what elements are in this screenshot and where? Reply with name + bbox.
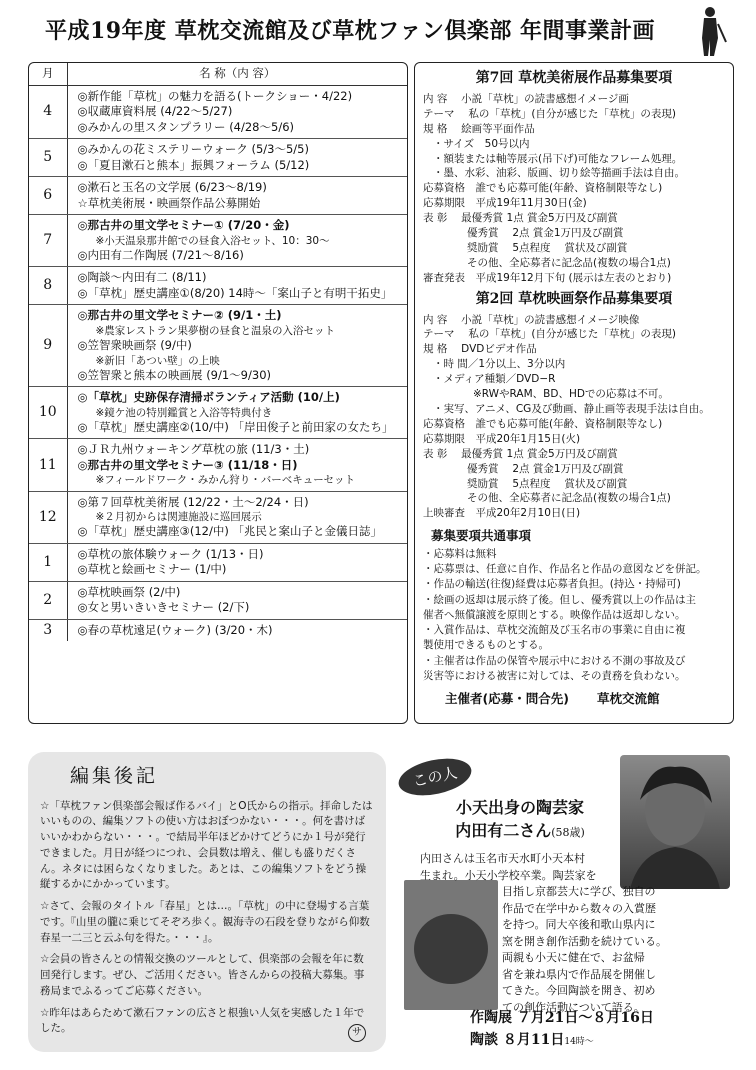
- person-title: [430, 796, 610, 842]
- art-exhibition-heading: 第7回 草枕美術展作品募集要項: [475, 70, 673, 86]
- organizer-name: 草枕交流館: [596, 690, 660, 706]
- month-cell: 2: [29, 581, 67, 619]
- walking-man-icon: [690, 4, 730, 58]
- film-festival-heading: 第2回 草枕映画祭作品募集要項: [475, 290, 673, 307]
- text-line: ・時 間／1分以上、3分以内: [433, 358, 566, 371]
- text-line: その他、全応募者に記念品(複数の場合1点): [467, 492, 671, 505]
- film-festival-details: [423, 313, 725, 522]
- column-header-content: 名 称（内 容）: [67, 63, 407, 85]
- event-line: ※小天温泉那井館での昼食入浴セット、10：30〜: [95, 234, 330, 247]
- editor-signature: サ: [348, 1024, 366, 1042]
- event-line: ◎草枕と絵画セミナー (1/中): [77, 562, 227, 577]
- table-row: [29, 139, 407, 177]
- bio-line: 生まれ。小天小学校卒業。陶芸家を: [420, 868, 597, 882]
- bio-line: 内田さんは玉名市天水町小天本村: [420, 852, 585, 865]
- table-row: [29, 305, 407, 387]
- event-line: ◎みかんの里スタンプラリー (4/28〜5/6): [77, 119, 294, 134]
- bio-line: ての創作活動について語る。: [502, 1000, 645, 1014]
- event-line: ※鏡ケ池の特別鑑賞と入浴等特典付き: [95, 406, 273, 419]
- table-row: [29, 177, 407, 215]
- organizer-line: [423, 690, 725, 708]
- event-line: ◎「草枕」歴史講座①(8/20) 14時〜「案山子と有明干拓史」: [77, 285, 393, 300]
- month-cell: 5: [29, 139, 67, 177]
- event-line: ◎ＪＲ九州ウォーキング草枕の旅 (11/3・土): [77, 442, 310, 457]
- text-line: ・メディア種類／DVD−R: [433, 373, 556, 386]
- month-cell: 1: [29, 543, 67, 581]
- text-line: 製使用できるものとする。: [423, 639, 549, 652]
- event-line: ◎「夏目漱石と熊本」振興フォーラム (5/12): [77, 157, 310, 172]
- text-line: 災害等における被害に対しては、その責務を負わない。: [423, 669, 686, 682]
- event-line: ◎笠智衆と熊本の映画展 (9/1〜9/30): [77, 367, 271, 382]
- bio-line: 両親も小天に健在で、お盆帰: [502, 951, 645, 964]
- table-row: [29, 619, 407, 641]
- text-line: 表 彰 最優秀賞 1点 賞金5万円及び副賞: [423, 447, 618, 460]
- event-line: ◎草枕の旅体験ウォーク (1/13・日): [77, 546, 264, 561]
- text-line: 表 彰 最優秀賞 1点 賞金5万円及び副賞: [423, 212, 618, 225]
- talk-date: 陶談 ８月11日: [470, 1031, 565, 1048]
- event-line: ※フィールドワーク・みかん狩り・バーベキューセット: [95, 474, 356, 487]
- event-line: ◎那古井の里文学セミナー② (9/1・土): [77, 308, 282, 323]
- organizer-label: 主催者(応募・問合先): [445, 690, 569, 706]
- event-line: ◎収蔵庫資料展 (4/22〜5/27): [77, 104, 233, 119]
- text-line: 規 格 絵画等平面作品: [423, 122, 535, 135]
- table-row: [29, 581, 407, 619]
- text-line: ・応募料は無料: [423, 547, 497, 560]
- event-line: ◎新作能「草枕」の魅力を語る(トークショー・4/22): [77, 88, 353, 103]
- event-line: ◎漱石と玉名の文学展 (6/23〜8/19): [77, 180, 267, 195]
- person-badge: この人: [395, 753, 474, 802]
- event-line: ◎第７回草枕美術展 (12/22・土〜2/24・日): [77, 494, 309, 509]
- text-line: ※RWやRAM、BD、HDでの応募は不可。: [473, 388, 669, 401]
- table-row: [29, 387, 407, 439]
- text-line: テーマ 私の「草枕」(自分が感じた「草枕」の表現): [423, 328, 677, 341]
- editorial-paragraph: ☆「草枕ファン倶楽部会報ば作るバイ」とO氏からの指示。拝命したはいいものの、編集ソフトの使い方はおぼつかない・・・。何を書けばいいかわからない・・・。で結局半年ほどかけてどうにか１号が発行できました。月日が経つにつれ、会員数は増え、催しも盛りだくさん。ネタには困らなくなりました。あとは、この編集ソフトをどう操縦するかにかかっています。: [40, 799, 373, 891]
- event-line: ※２月初からは関連施設に巡回展示: [95, 511, 262, 524]
- text-line: 上映審査 平成20年2月10日(日): [423, 507, 581, 520]
- month-cell: 8: [29, 267, 67, 305]
- person-biography: [420, 851, 730, 1016]
- text-line: ・応募票は、任意に自作、作品名と作品の意図などを併記。: [423, 563, 707, 576]
- event-cell: [67, 177, 407, 215]
- text-line: ・絵画の返却は展示終了後。但し、優秀賞以上の作品は主: [423, 593, 696, 606]
- text-line: 応募期限 平成20年1月15日(火): [423, 432, 581, 445]
- editorial-box: [28, 752, 386, 1052]
- month-cell: 12: [29, 491, 67, 543]
- table-row: [29, 215, 407, 267]
- month-cell: 6: [29, 177, 67, 215]
- person-subtitle: 小天出身の陶芸家: [455, 798, 584, 817]
- event-cell: [67, 543, 407, 581]
- event-cell: [67, 267, 407, 305]
- schedule-table-box: [28, 62, 408, 724]
- text-line: 審査発表 平成19年12月下旬 (展示は左表のとおり): [423, 271, 672, 284]
- text-line: 奨励賞 5点程度 賞状及び副賞: [467, 477, 628, 490]
- exhibition-info: [470, 1008, 740, 1051]
- event-line: ◎那古井の里文学セミナー③ (11/18・日): [77, 457, 298, 472]
- month-cell: 10: [29, 387, 67, 439]
- month-cell: 4: [29, 85, 67, 139]
- event-line: ◎「草枕」史跡保存清掃ボランティア活動 (10/上): [77, 390, 340, 405]
- event-line: ◎那古井の里文学セミナー① (7/20・金): [77, 218, 290, 233]
- month-cell: 7: [29, 215, 67, 267]
- person-name: 内田有二さん: [455, 821, 552, 841]
- event-line: ◎「草枕」歴史講座③(12/中) 「兆民と案山子と金儀日誌」: [77, 524, 382, 539]
- event-line: ※新旧「あつい壁」の上映: [95, 354, 220, 367]
- text-line: その他、全応募者に記念品(複数の場合1点): [467, 256, 671, 269]
- text-line: 催者へ無償譲渡を原則とする。映像作品は返却しない。: [423, 608, 686, 621]
- common-rules-list: [423, 547, 725, 684]
- text-line: ・主催者は作品の保管や展示中における不測の事故及び: [423, 654, 686, 667]
- event-line: ※農家レストラン果夢樹の昼食と温泉の入浴セット: [95, 324, 335, 337]
- bio-line: 目指し京都芸大に学び、独自の: [502, 885, 656, 898]
- table-row: [29, 267, 407, 305]
- application-guidelines-box: [414, 62, 734, 724]
- editorial-paragraph: ☆会員の皆さんとの情報交換のツールとして、倶楽部の会報を年に数回発行します。ぜひ、ご活用ください。皆さんからの投稿大募集。事務局までふるってご応募ください。: [40, 953, 365, 997]
- art-exhibition-details: [423, 92, 725, 286]
- event-cell: [67, 85, 407, 139]
- table-row: [29, 543, 407, 581]
- text-line: 奨励賞 5点程度 賞状及び副賞: [467, 241, 628, 254]
- event-cell: [67, 215, 407, 267]
- editorial-paragraph: ☆さて、会報のタイトル「春星」とは…。「草枕」の中に登場する言葉です。『山里の朧に乗じてそぞろ歩く。観海寺の石段を登りながら仰数春星一二三と云ふ句を得た。・・・』。: [40, 900, 370, 944]
- talk-time: 14時～: [564, 1036, 594, 1047]
- event-cell: [67, 581, 407, 619]
- event-line: ☆草枕美術展・映画祭作品公募開始: [77, 195, 261, 210]
- text-line: 応募資格 誰でも応募可能(年齢、資格制限等なし): [423, 182, 663, 195]
- text-line: 優秀賞 2点 賞金1万円及び副賞: [467, 227, 624, 240]
- text-line: 応募資格 誰でも応募可能(年齢、資格制限等なし): [423, 417, 663, 430]
- event-cell: [67, 491, 407, 543]
- event-line: ◎笠智衆映画祭 (9/中): [77, 338, 192, 353]
- text-line: ・サイズ 50号以内: [433, 137, 530, 150]
- bio-line: を持つ。同大卒後和歌山県内に: [502, 918, 656, 931]
- table-row: [29, 85, 407, 139]
- text-line: 内 容 小説「草枕」の読書感想イメージ画: [423, 92, 629, 105]
- event-line: ◎草枕映画祭 (2/中): [77, 584, 181, 599]
- page-title: 平成19年度 草枕交流館及び草枕ファン倶楽部 年間事業計画: [45, 18, 655, 44]
- event-line: ◎陶談〜内田有二 (8/11): [77, 270, 207, 285]
- event-line: ◎内田有二作陶展 (7/21〜8/16): [77, 247, 244, 262]
- editorial-text: [40, 799, 374, 1038]
- table-row: [29, 491, 407, 543]
- text-line: 優秀賞 2点 賞金1万円及び副賞: [467, 462, 624, 475]
- text-line: ・額装または軸等展示(吊下げ)可能なフレーム処理。: [433, 152, 683, 165]
- event-cell: [67, 387, 407, 439]
- text-line: 応募期限 平成19年11月30日(金): [423, 197, 587, 210]
- text-line: ・墨、水彩、油彩、版画、切り絵等描画手法は自由。: [433, 167, 685, 180]
- table-row: [29, 439, 407, 491]
- event-line: ◎みかんの花ミステリーウォーク (5/3〜5/5): [77, 142, 309, 157]
- editorial-paragraph: ☆昨年はあらためて漱石ファンの広さと根強い人気を実感した１年でした。: [40, 1006, 365, 1035]
- event-cell: [67, 439, 407, 491]
- common-rules-heading: 募集要項共通事項: [431, 528, 532, 544]
- event-line: ◎「草枕」歴史講座②(10/中) 「岸田俊子と前田家の女たち」: [77, 419, 394, 434]
- event-line: ◎女と男いきいきセミナー (2/下): [77, 600, 250, 615]
- text-line: テーマ 私の「草枕」(自分が感じた「草枕」の表現): [423, 107, 677, 120]
- bio-line: 作品で在学中から数々の入賞歴: [502, 901, 656, 915]
- bio-line: 省を兼ね県内で作品展を開催し: [502, 967, 656, 981]
- text-line: 規 格 DVDビデオ作品: [423, 343, 537, 356]
- bio-line: てきた。今回陶談を開き、初め: [502, 984, 656, 997]
- event-cell: [67, 305, 407, 387]
- person-age: (58歳): [551, 826, 585, 840]
- schedule-table: [29, 63, 407, 641]
- text-line: ・作品の輸送(往復)経費は応募者負担。(持込・持帰可): [423, 578, 681, 591]
- month-cell: 9: [29, 305, 67, 387]
- pottery-exhibition-dates: 作陶展 ７月21日～８月16日: [470, 1010, 654, 1026]
- month-cell: 3: [29, 619, 67, 641]
- event-cell: [67, 139, 407, 177]
- event-cell: [67, 619, 407, 641]
- month-cell: 11: [29, 439, 67, 491]
- editorial-heading: 編集後記: [70, 765, 159, 787]
- text-line: ・実写、アニメ、CG及び動画、静止画等表現手法は自由。: [433, 402, 710, 415]
- text-line: ・入賞作品は、草枕交流館及び玉名市の事業に自由に複: [423, 624, 686, 637]
- column-header-month: 月: [29, 63, 67, 85]
- text-line: 内 容 小説「草枕」の読書感想イメージ映像: [423, 313, 640, 326]
- bio-line: 窯を開き創作活動を続けている。: [502, 934, 667, 948]
- event-line: ◎春の草枕遠足(ウォーク) (3/20・木): [77, 622, 273, 637]
